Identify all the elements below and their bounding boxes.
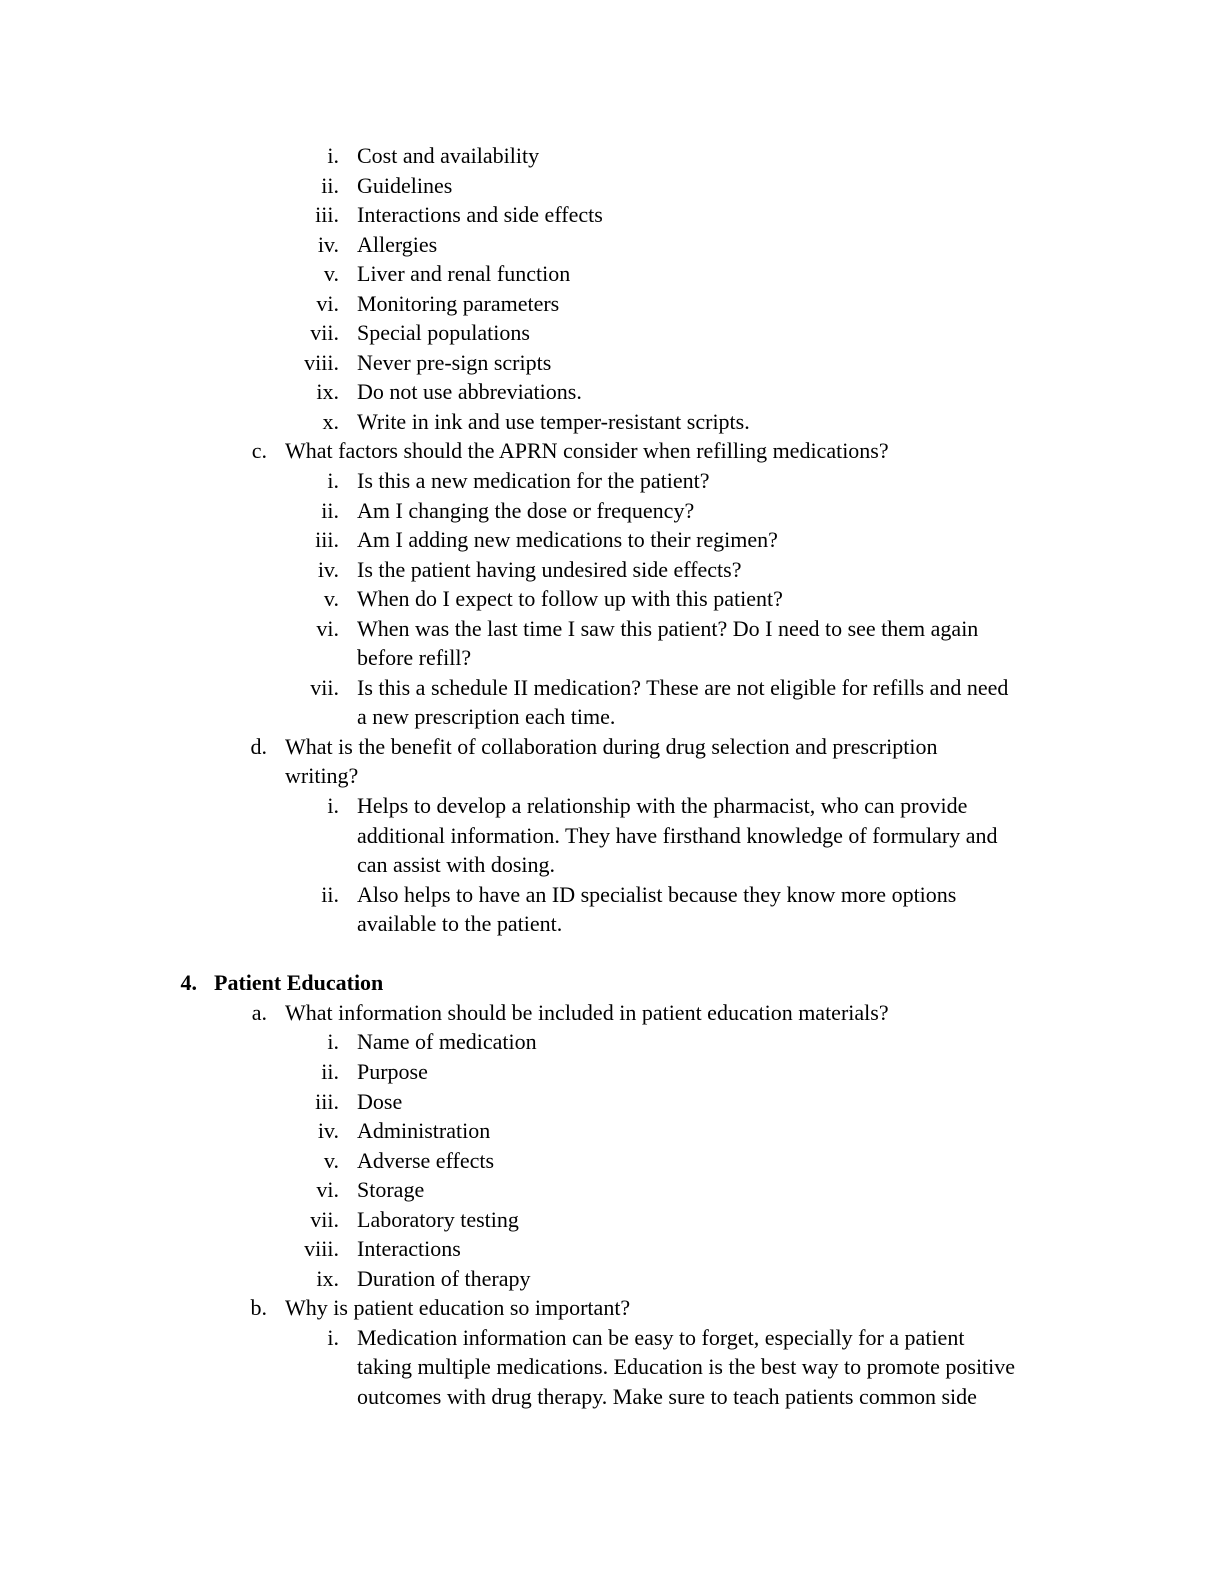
- list-item: [0, 348, 1224, 378]
- list-item: [0, 555, 1224, 585]
- list-item: [0, 466, 1224, 496]
- list-item-text: Allergies: [357, 231, 438, 257]
- list-item-text: available to the patient.: [357, 911, 563, 937]
- list-marker: iii.: [315, 1088, 339, 1114]
- list-item: [0, 230, 1224, 260]
- list-item-text: Special populations: [357, 320, 530, 346]
- list-marker: ii.: [321, 497, 339, 523]
- list-item: [0, 1205, 1224, 1235]
- list-item: [0, 377, 1224, 407]
- list-item-text: Dose: [357, 1088, 403, 1114]
- list-item: [0, 1175, 1224, 1205]
- list-item-continuation: [0, 1352, 1224, 1382]
- list-marker: a.: [251, 999, 267, 1025]
- list-item-text: Also helps to have an ID specialist because they know more options: [357, 881, 957, 907]
- list-item: [0, 141, 1224, 171]
- list-item-continuation: [0, 1382, 1224, 1412]
- list-marker: i.: [327, 793, 339, 819]
- list-item: [0, 1323, 1224, 1353]
- list-item-text: Guidelines: [357, 172, 453, 198]
- list-item-continuation: [0, 643, 1224, 673]
- list-item-text: outcomes with drug therapy. Make sure to teach patients common side: [357, 1383, 977, 1409]
- question-text: Why is patient education so important?: [285, 1295, 631, 1321]
- list-marker: ix.: [316, 379, 339, 405]
- list-marker: viii.: [304, 1236, 339, 1262]
- list-item-text: additional information. They have firsthand knowledge of formulary and: [357, 822, 998, 848]
- list-item-text: Helps to develop a relationship with the pharmacist, who can provide: [357, 793, 968, 819]
- list-marker: vii.: [310, 674, 339, 700]
- list-item: [0, 880, 1224, 910]
- list-marker: vi.: [316, 615, 339, 641]
- list-item: [0, 1027, 1224, 1057]
- list-item-text: Medication information can be easy to forget, especially for a patient: [357, 1324, 965, 1350]
- list-marker: v.: [323, 261, 339, 287]
- list-item: [0, 407, 1224, 437]
- list-marker: vii.: [310, 320, 339, 346]
- list-item: [0, 1087, 1224, 1117]
- list-marker: ii.: [321, 881, 339, 907]
- list-item-text: Liver and renal function: [357, 261, 571, 287]
- list-marker: v.: [323, 586, 339, 612]
- list-marker: iv.: [317, 231, 339, 257]
- list-marker: i.: [327, 143, 339, 168]
- list-item-text: Never pre-sign scripts: [357, 349, 552, 375]
- list-marker: iii.: [315, 202, 339, 228]
- list-marker: i.: [327, 1324, 339, 1350]
- list-item-continuation: [0, 909, 1224, 939]
- question-b: [0, 1293, 1224, 1323]
- list-item-text: before refill?: [357, 645, 472, 671]
- list-item: [0, 1146, 1224, 1176]
- list-marker: i.: [327, 1029, 339, 1055]
- question-continuation: [0, 761, 1224, 791]
- list-item: [0, 1057, 1224, 1087]
- section-number: 4.: [180, 970, 197, 996]
- list-item-text: Is this a schedule II medication? These are not eligible for refills and need: [357, 674, 1009, 700]
- list-marker: viii.: [304, 349, 339, 375]
- list-marker: d.: [250, 733, 267, 759]
- list-item-text: When do I expect to follow up with this patient?: [357, 586, 783, 612]
- section-heading: [0, 968, 1224, 998]
- list-marker: iii.: [315, 527, 339, 553]
- list-item-text: Am I changing the dose or frequency?: [357, 497, 695, 523]
- list-item: [0, 200, 1224, 230]
- question-text: What is the benefit of collaboration during drug selection and prescription: [285, 733, 938, 759]
- list-item: [0, 1116, 1224, 1146]
- list-item: [0, 525, 1224, 555]
- list-marker: c.: [251, 438, 267, 464]
- document-page: [0, 141, 1224, 1412]
- list-item: [0, 318, 1224, 348]
- list-item-text: Interactions: [357, 1236, 461, 1262]
- list-item: [0, 171, 1224, 201]
- list-item: [0, 584, 1224, 614]
- question-text: writing?: [285, 763, 359, 789]
- list-marker: iv.: [317, 1118, 339, 1144]
- list-item-text: Adverse effects: [357, 1147, 495, 1173]
- list-item-text: Write in ink and use temper-resistant scripts.: [357, 408, 750, 434]
- list-item-text: Administration: [357, 1118, 491, 1144]
- list-item: [0, 614, 1224, 644]
- list-marker: v.: [323, 1147, 339, 1173]
- list-item-text: Is this a new medication for the patient?: [357, 468, 710, 494]
- list-marker: vii.: [310, 1206, 339, 1232]
- list-item: [0, 1234, 1224, 1264]
- list-item-text: When was the last time I saw this patient? Do I need to see them again: [357, 615, 979, 641]
- list-marker: vi.: [316, 290, 339, 316]
- list-item-text: Duration of therapy: [357, 1265, 531, 1291]
- list-item-continuation: [0, 850, 1224, 880]
- list-item-continuation: [0, 702, 1224, 732]
- list-marker: vi.: [316, 1177, 339, 1203]
- question-d: [0, 732, 1224, 762]
- list-item-text: Is the patient having undesired side effects?: [357, 556, 742, 582]
- list-item: [0, 259, 1224, 289]
- question-c: [0, 436, 1224, 466]
- list-item-text: a new prescription each time.: [357, 704, 616, 730]
- list-marker: ii.: [321, 172, 339, 198]
- list-item-text: Cost and availability: [357, 143, 540, 168]
- list-item-continuation: [0, 821, 1224, 851]
- list-item-text: Name of medication: [357, 1029, 537, 1055]
- list-item-text: Monitoring parameters: [357, 290, 560, 316]
- list-item-text: Am I adding new medications to their regimen?: [357, 527, 778, 553]
- list-item-text: Purpose: [357, 1058, 428, 1084]
- list-item-text: taking multiple medications. Education is the best way to promote positive: [357, 1354, 1016, 1380]
- blank-line: [0, 939, 1224, 969]
- list-item: [0, 289, 1224, 319]
- question-a: [0, 998, 1224, 1028]
- list-marker: ii.: [321, 1058, 339, 1084]
- list-marker: b.: [250, 1295, 267, 1321]
- question-text: What information should be included in patient education materials?: [285, 999, 889, 1025]
- list-marker: iv.: [317, 556, 339, 582]
- list-marker: x.: [322, 408, 339, 434]
- list-marker: i.: [327, 468, 339, 494]
- list-item-text: Storage: [357, 1177, 425, 1203]
- list-item: [0, 673, 1224, 703]
- section-title: Patient Education: [214, 970, 384, 996]
- list-item: [0, 791, 1224, 821]
- list-item: [0, 496, 1224, 526]
- list-marker: ix.: [316, 1265, 339, 1291]
- list-item-text: can assist with dosing.: [357, 852, 555, 878]
- list-item-text: Interactions and side effects: [357, 202, 603, 228]
- question-text: What factors should the APRN consider when refilling medications?: [285, 438, 889, 464]
- list-item-text: Do not use abbreviations.: [357, 379, 582, 405]
- list-item-text: Laboratory testing: [357, 1206, 519, 1232]
- list-item: [0, 1264, 1224, 1294]
